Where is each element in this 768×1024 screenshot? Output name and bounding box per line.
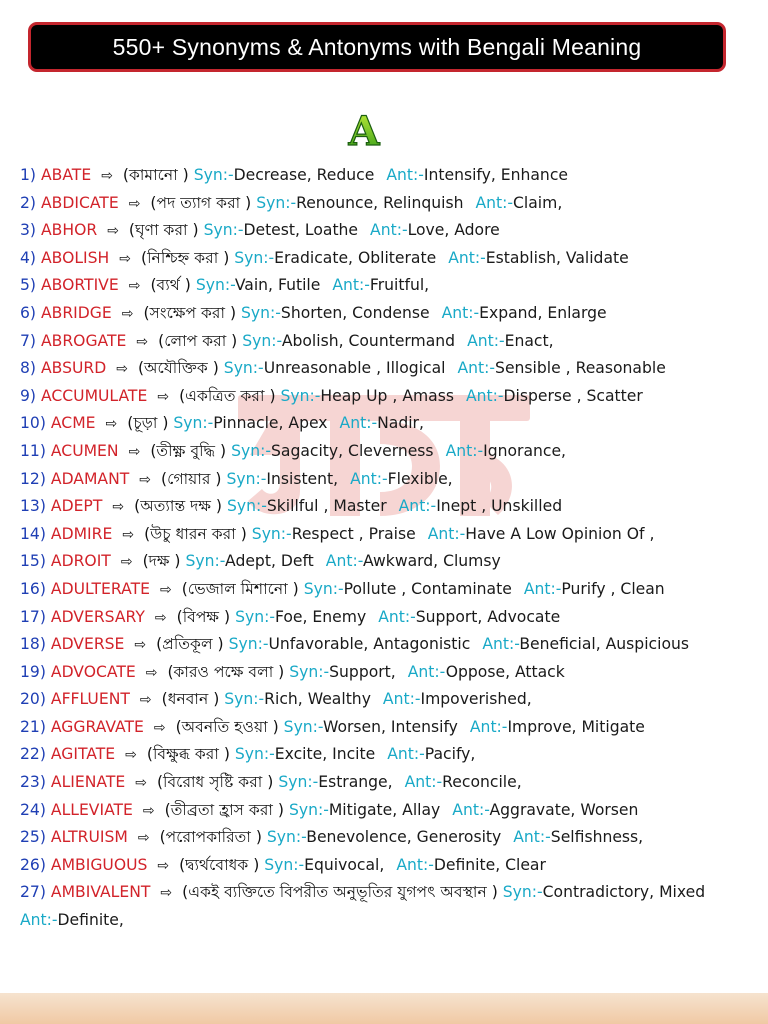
antonym-label: Ant:- [475, 193, 514, 212]
entry-antonyms: Claim, [513, 193, 563, 212]
entry-bengali-meaning: (বিক্ষুব্ধ করা ) [146, 745, 230, 764]
hand-pointing-right-icon: ⇨ [116, 361, 128, 378]
hand-pointing-right-icon: ⇨ [119, 250, 131, 267]
entry-number: 9) [20, 386, 37, 405]
list-item [20, 245, 750, 273]
hand-pointing-right-icon: ⇨ [122, 526, 135, 543]
hand-pointing-right-icon: ⇨ [136, 333, 149, 350]
antonym-label: Ant:- [325, 552, 363, 571]
antonym-label: Ant:- [350, 469, 388, 488]
entry-word: ALLEVIATE [50, 800, 133, 819]
synonym-label: Syn:- [228, 635, 269, 654]
list-item [20, 190, 750, 218]
entry-number: 8) [20, 359, 37, 378]
entry-word: ABATE [40, 166, 92, 184]
antonym-label: Ant:- [427, 524, 466, 543]
hand-pointing-right-icon: ⇨ [137, 830, 150, 847]
antonym-label: Ant:- [20, 911, 58, 930]
synonym-label: Syn:- [280, 386, 321, 405]
entry-synonyms: Foe, Enemy [274, 607, 367, 626]
antonym-label: Ant:- [523, 579, 562, 598]
entry-bengali-meaning: (পদ ত্যাগ করা ) [150, 193, 252, 212]
hand-pointing-right-icon: ⇨ [128, 278, 141, 295]
entry-synonyms: Abolish, Countermand [281, 331, 456, 350]
entry-synonyms: Skillful , Master [266, 497, 387, 516]
entry-antonyms: Awkward, Clumsy [363, 552, 501, 571]
synonym-label: Syn:- [303, 579, 344, 598]
list-item [20, 576, 750, 604]
entry-antonyms: Nadir, [377, 414, 424, 433]
header-banner [28, 22, 726, 72]
synonym-label: Syn:- [241, 303, 281, 322]
entry-word: ADMIRE [50, 524, 113, 543]
hand-pointing-right-icon: ⇨ [135, 775, 147, 792]
entry-word: ADAMANT [50, 469, 130, 488]
entry-synonyms: Estrange, [318, 773, 393, 792]
synonym-label: Syn:- [289, 662, 330, 681]
section-letter-heading [334, 107, 394, 157]
list-item [20, 493, 750, 521]
entry-synonyms: Mitigate, Allay [328, 800, 441, 819]
entry-number: 24) [20, 800, 46, 819]
footer-decoration [0, 993, 768, 1024]
entry-number: 10) [20, 414, 46, 433]
entry-number: 4) [20, 248, 37, 267]
entry-bengali-meaning: (দক্ষ ) [142, 552, 181, 571]
entry-antonyms: Inept , Unskilled [436, 497, 563, 516]
entry-bengali-meaning: (নিশ্চিহ্ন করা ) [141, 248, 230, 267]
entry-word: ADVERSARY [50, 607, 145, 626]
list-item [20, 604, 750, 632]
hand-pointing-right-icon: ⇨ [134, 637, 147, 654]
list-item [20, 410, 750, 438]
synonym-label: Syn:- [256, 193, 297, 212]
entry-antonyms: Fruitful, [369, 276, 430, 295]
entry-antonyms: Oppose, Attack [445, 662, 565, 681]
synonym-label: Syn:- [266, 828, 307, 847]
entry-bengali-meaning: (ধনবান ) [161, 690, 220, 709]
entry-synonyms: Adept, Deft [225, 552, 314, 571]
list-item [20, 438, 750, 466]
entry-antonyms: Impoverished, [420, 690, 532, 709]
entry-bengali-meaning: (কামানো ) [122, 166, 189, 184]
entry-bengali-meaning: (একই ব্যক্তিতে বিপরীত অনুভূতির যুগপৎ অবস্থান ) [182, 883, 498, 902]
entry-bengali-meaning: (অবনতি হওয়া ) [175, 717, 279, 736]
entry-antonyms: Aggravate, Worsen [489, 800, 639, 819]
entry-synonyms: Vain, Futile [234, 276, 321, 295]
entry-bengali-meaning: (পরোপকারিতা ) [159, 828, 262, 847]
hand-pointing-right-icon: ⇨ [160, 885, 173, 902]
synonym-label: Syn:- [195, 276, 235, 295]
entry-bengali-meaning: (তীব্রতা হ্রাস করা ) [164, 800, 284, 819]
synonym-label: Syn:- [288, 800, 329, 819]
entry-bengali-meaning: (বিরোধ সৃষ্টি করা ) [156, 773, 274, 792]
entry-bengali-meaning: (গোয়ার ) [161, 469, 222, 488]
entry-bengali-meaning: (প্রতিকূল ) [156, 635, 224, 654]
entry-word: ACCUMULATE [40, 386, 148, 405]
entry-number: 7) [20, 331, 37, 350]
synonym-label: Syn:- [173, 414, 214, 433]
entry-synonyms: Eradicate, Obliterate [274, 248, 437, 267]
entry-word: ABORTIVE [40, 276, 119, 295]
entry-bengali-meaning: (ঘৃণা করা ) [128, 221, 199, 240]
entry-word: AMBIGUOUS [50, 855, 148, 874]
entry-antonyms: Ignorance, [483, 441, 567, 460]
entry-number: 19) [20, 662, 46, 681]
entry-number: 20) [20, 690, 46, 709]
antonym-label: Ant:- [386, 166, 424, 184]
entry-synonyms: Pinnacle, Apex [213, 414, 328, 433]
hand-pointing-right-icon: ⇨ [101, 168, 113, 184]
synonym-label: Syn:- [502, 883, 543, 902]
list-item [20, 741, 750, 769]
entry-number: 23) [20, 773, 46, 792]
entry-antonyms: Beneficial, Auspicious [519, 635, 689, 654]
synonym-label: Syn:- [231, 441, 271, 460]
entry-antonyms: Love, Adore [407, 221, 500, 240]
antonym-label: Ant:- [404, 773, 443, 792]
synonym-label: Syn:- [264, 855, 305, 874]
entry-word: ABROGATE [40, 331, 127, 350]
entry-antonyms: Reconcile, [442, 773, 522, 792]
antonym-label: Ant:- [465, 386, 504, 405]
entry-word: ADEPT [50, 497, 103, 516]
synonym-label: Syn:- [224, 690, 265, 709]
synonym-label: Syn:- [234, 248, 275, 267]
synonym-label: Syn:- [185, 552, 226, 571]
antonym-label: Ant:- [457, 359, 496, 378]
entry-bengali-meaning: (দ্ব্যর্থবোধক ) [179, 855, 260, 874]
entry-number: 3) [20, 221, 37, 240]
synonym-label: Syn:- [226, 497, 267, 516]
antonym-label: Ant:- [482, 635, 520, 654]
list-item [20, 769, 750, 797]
entry-number: 18) [20, 635, 46, 654]
antonym-label: Ant:- [396, 855, 434, 874]
entry-word: ABRIDGE [40, 303, 112, 322]
antonym-label: Ant:- [398, 497, 437, 516]
list-item [20, 272, 750, 300]
entry-antonyms: Expand, Enlarge [479, 303, 607, 322]
entry-bengali-meaning: (ব্যর্থ ) [150, 276, 191, 295]
entry-number: 27) [20, 883, 46, 902]
hand-pointing-right-icon: ⇨ [154, 609, 167, 626]
entry-word: ACME [50, 414, 96, 433]
hand-pointing-right-icon: ⇨ [120, 554, 133, 571]
entry-word: ABDICATE [40, 193, 119, 212]
list-item [20, 631, 750, 659]
entry-antonyms: Selfishness, [550, 828, 644, 847]
entry-synonyms: Renounce, Relinquish [296, 193, 464, 212]
entry-synonyms: Unreasonable , Illogical [263, 359, 446, 378]
entry-number: 6) [20, 303, 37, 322]
list-item [20, 824, 750, 852]
entry-number: 14) [20, 524, 46, 543]
entry-number: 2) [20, 193, 37, 212]
synonym-label: Syn:- [235, 607, 275, 626]
hand-pointing-right-icon: ⇨ [128, 195, 141, 212]
entry-bengali-meaning: (লোপ করা ) [158, 331, 238, 350]
synonym-label: Syn:- [226, 469, 267, 488]
entry-bengali-meaning: (অত্যান্ত দক্ষ ) [134, 497, 223, 516]
hand-pointing-right-icon: ⇨ [157, 857, 170, 874]
entry-list [20, 162, 750, 934]
entry-number: 16) [20, 579, 46, 598]
entry-number: 11) [20, 441, 46, 460]
entry-number: 12) [20, 469, 46, 488]
hand-pointing-right-icon: ⇨ [142, 802, 155, 819]
entry-bengali-meaning: (ভেজাল মিশানো ) [181, 579, 299, 598]
entry-antonyms: Intensify, Enhance [423, 166, 568, 184]
entry-number: 5) [20, 276, 37, 295]
entry-number: 21) [20, 717, 46, 736]
hand-pointing-right-icon: ⇨ [145, 664, 158, 681]
antonym-label: Ant:- [513, 828, 551, 847]
list-item [20, 217, 750, 245]
antonym-label: Ant:- [441, 303, 480, 322]
antonym-label: Ant:- [448, 248, 486, 267]
entry-antonyms: Definite, [57, 911, 124, 930]
entry-antonyms: Improve, Mitigate [507, 717, 645, 736]
hand-pointing-right-icon: ⇨ [139, 471, 152, 488]
entry-synonyms: Shorten, Condense [280, 303, 430, 322]
entry-number: 22) [20, 745, 46, 764]
entry-word: AGITATE [50, 745, 116, 764]
hand-pointing-right-icon: ⇨ [159, 581, 172, 598]
entry-synonyms: Respect , Praise [291, 524, 416, 543]
entry-antonyms: Enact, [504, 331, 554, 350]
antonym-label: Ant:- [339, 414, 378, 433]
entry-number: 1) [20, 166, 37, 184]
page-title: 550+ Synonyms & Antonyms with Bengali Meaning [112, 33, 642, 60]
entry-synonyms: Excite, Incite [274, 745, 376, 764]
list-item [20, 686, 750, 714]
hand-pointing-right-icon: ⇨ [105, 416, 118, 433]
entry-bengali-meaning: (বিপক্ষ ) [176, 607, 231, 626]
synonym-label: Syn:- [234, 745, 275, 764]
list-item [20, 466, 750, 494]
list-item [20, 383, 750, 411]
entry-bengali-meaning: (তীক্ষ্ণ বুদ্ধি ) [150, 441, 227, 460]
entry-synonyms: Rich, Wealthy [264, 690, 371, 709]
synonym-label: Syn:- [203, 221, 244, 240]
list-item [20, 548, 750, 576]
synonym-label: Syn:- [193, 166, 234, 184]
entry-synonyms: Benevolence, Generosity [306, 828, 502, 847]
entry-synonyms: Insistent, [266, 469, 339, 488]
entry-synonyms: Equivocal, [304, 855, 385, 874]
entry-word: ADROIT [50, 552, 111, 571]
hand-pointing-right-icon: ⇨ [125, 747, 137, 764]
entry-synonyms: Pollute , Contaminate [343, 579, 512, 598]
entry-number: 26) [20, 855, 46, 874]
entry-word: AMBIVALENT [50, 883, 151, 902]
antonym-label: Ant:- [378, 607, 416, 626]
entry-antonyms: Sensible , Reasonable [495, 359, 666, 378]
entry-antonyms: Purify , Clean [561, 579, 665, 598]
synonym-label: Syn:- [251, 524, 292, 543]
entry-word: AGGRAVATE [50, 717, 144, 736]
entry-synonyms: Worsen, Intensify [322, 717, 458, 736]
entry-bengali-meaning: (চূড়া ) [127, 414, 169, 433]
entry-antonyms: Disperse , Scatter [503, 386, 643, 405]
synonym-label: Syn:- [223, 359, 264, 378]
entry-word: ACUMEN [50, 441, 119, 460]
list-item [20, 659, 750, 687]
entry-word: ABOLISH [40, 248, 110, 267]
entry-word: ABSURD [40, 359, 107, 378]
list-item [20, 521, 750, 549]
list-item [20, 328, 750, 356]
antonym-label: Ant:- [332, 276, 370, 295]
hand-pointing-right-icon: ⇨ [157, 388, 170, 405]
entry-word: ADVERSE [50, 635, 125, 654]
hand-pointing-right-icon: ⇨ [153, 719, 166, 736]
antonym-label: Ant:- [382, 690, 421, 709]
entry-word: AFFLUENT [50, 690, 130, 709]
antonym-label: Ant:- [469, 717, 508, 736]
entry-bengali-meaning: (একত্রিত করা ) [179, 386, 276, 405]
entry-synonyms: Support, [329, 662, 396, 681]
antonym-label: Ant:- [445, 441, 484, 460]
entry-antonyms: Have A Low Opinion Of , [465, 524, 655, 543]
entry-antonyms: Establish, Validate [485, 248, 629, 267]
entry-antonyms: Pacify, [424, 745, 476, 764]
antonym-label: Ant:- [370, 221, 408, 240]
entry-number: 17) [20, 607, 46, 626]
list-item [20, 355, 750, 383]
list-item [20, 714, 750, 742]
entry-synonyms: Contradictory, Mixed [542, 883, 706, 902]
synonym-label: Syn:- [283, 717, 323, 736]
entry-number: 13) [20, 497, 46, 516]
list-item [20, 162, 750, 190]
entry-antonyms: Definite, Clear [433, 855, 546, 874]
entry-bengali-meaning: (সংক্ষেপ করা ) [143, 303, 237, 322]
entry-bengali-meaning: (উচু ধারন করা ) [144, 524, 247, 543]
entry-word: ALTRUISM [50, 828, 128, 847]
antonym-label: Ant:- [387, 745, 425, 764]
hand-pointing-right-icon: ⇨ [107, 223, 119, 240]
antonym-label: Ant:- [467, 331, 505, 350]
entry-synonyms: Unfavorable, Antagonistic [268, 635, 471, 654]
entry-synonyms: Sagacity, Cleverness [270, 441, 434, 460]
antonym-label: Ant:- [407, 662, 446, 681]
hand-pointing-right-icon: ⇨ [121, 305, 134, 322]
list-item [20, 879, 750, 933]
synonym-label: Syn:- [278, 773, 319, 792]
hand-pointing-right-icon: ⇨ [139, 692, 152, 709]
entry-antonyms: Flexible, [387, 469, 453, 488]
entry-synonyms: Decrease, Reduce [233, 166, 375, 184]
entry-bengali-meaning: (অযৌক্তিক ) [137, 359, 219, 378]
antonym-label: Ant:- [452, 800, 490, 819]
entry-word: ADVOCATE [50, 662, 136, 681]
hand-pointing-right-icon: ⇨ [112, 499, 125, 516]
entry-word: ALIENATE [50, 773, 126, 792]
synonym-label: Syn:- [242, 331, 282, 350]
entry-antonyms: Support, Advocate [415, 607, 561, 626]
entry-word: ABHOR [40, 221, 98, 240]
entry-number: 25) [20, 828, 46, 847]
section-letter: A [348, 108, 380, 155]
entry-synonyms: Detest, Loathe [243, 221, 359, 240]
entry-word: ADULTERATE [50, 579, 150, 598]
entry-bengali-meaning: (কারও পক্ষে বলা ) [167, 662, 285, 681]
entry-number: 15) [20, 552, 46, 571]
list-item [20, 300, 750, 328]
hand-pointing-right-icon: ⇨ [128, 443, 141, 460]
list-item [20, 852, 750, 880]
entry-synonyms: Heap Up , Amass [320, 386, 454, 405]
list-item [20, 797, 750, 825]
